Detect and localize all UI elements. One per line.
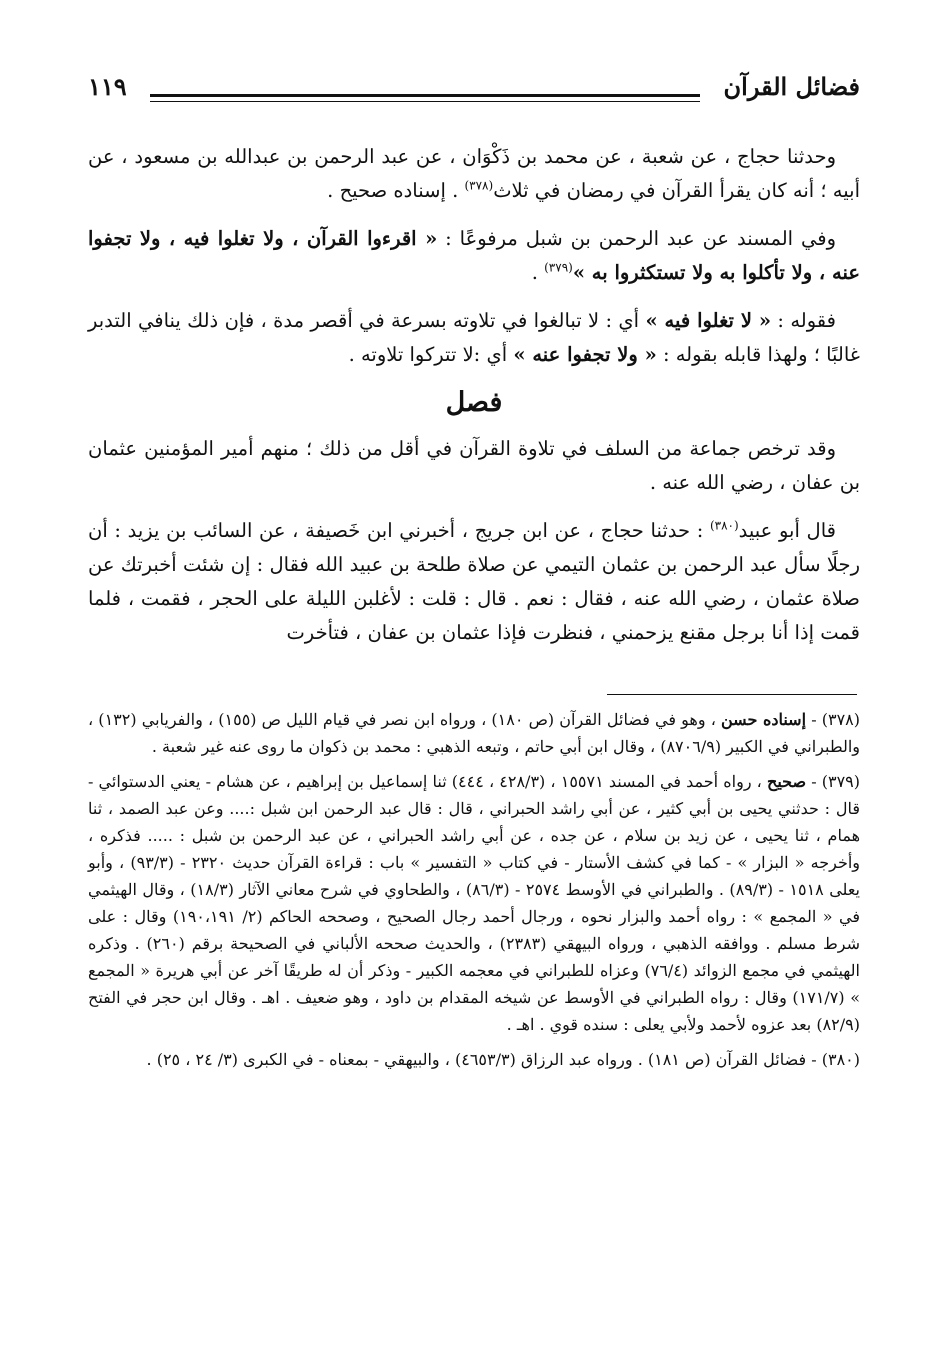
- footnote-379: [88, 768, 860, 1038]
- section-heading: فصل: [445, 387, 503, 418]
- main-text: [88, 140, 860, 664]
- paragraph-1-tail: . إسناده صحيح .: [327, 179, 465, 202]
- footnote-number: (٣٨٠) -: [806, 1050, 860, 1069]
- footnote-number: (٣٧٨) -: [806, 710, 861, 729]
- paragraph-2: [88, 222, 860, 290]
- paragraph-2-intro: وفي المسند عن عبد الرحمن بن شبل مرفوعًا :: [437, 227, 836, 250]
- footnotes: [88, 706, 860, 1081]
- footnote-text: ، رواه أحمد في المسند ١٥٥٧١ ، (٤٢٨/٣ ، ٤٤٤) ثنا إسماعيل بن إبراهيم ، عن هشام - يعني الدستوائي - قال : حدثني يحيى بن أبي كثير ، عن أبي راشد الحبراني ، قال : قال عبد الرحمن ابن شبل :.... وعن عبد الصمد ، ثنا همام ، ثنا يحيى ، عن زيد بن سلام ، عن جده ، عن أبي راشد الحبراني ، عن عبد الرحمن بن شبل : ..... فذكره ، وأخرجه « البزار » - كما في كشف الأستار - في كتاب « التفسير » باب : قراءة القرآن حديث ٢٣٢٠ - (٩٣/٣) ، وأبو يعلى ١٥١٨ - (٨٩/٣) . والطبراني في الأوسط ٢٥٧٤ - (٨٦/٣) ، والطحاوي في شرح معاني الآثار (١٨/٣) ، وقال الهيثمي في « المجمع » : رواه أحمد والبزار نحوه ، ورجال أحمد رجال الصحيح ، وصححه الحاكم (٢/ ١٩٠،١٩١) وقال : على شرط مسلم . ووافقه الذهبي ، ورواه البيهقي (٢٣٨٣) ، والحديث صححه الألباني في الصحيحة برقم (٢٦٠) . وذكره الهيثمي في مجمع الزوائد (٧٦/٤) وعزاه للطبراني في معجمه الكبير - وذكر أن له طريقًا آخر عن أبي هريرة « المجمع » (١٧١/٧) وقال : رواه الطبراني في الأوسط عن شيخه المقدام بن داود ، وهو ضعيف . اهـ . وقال ابن حجر في الفتح (٨٢/٩) بعد عزوه لأحمد ولأبي يعلى : سنده قوي . اهـ .: [88, 772, 861, 1034]
- paragraph-5-text: : حدثنا حجاج ، عن ابن جريج ، أخبرني ابن خَصيفة ، عن السائب بن يزيد : أن رجلًا سأل عبد الرحمن بن عثمان التيمي عن صلاة طلحة بن عبيد الله فقال : إن شئت أخبرتك عن صلاة عثمان ، رضي الله عنه ، فقال : نعم . قال : قلت : لأغلبن الليلة على الحجر ، فقمت ، فلما قمت إذا أنا برجل مقنع يزحمني ، فنظرت فإذا عثمان بن عفان ، فتأخرت: [88, 519, 860, 644]
- paragraph-1-text: وحدثنا حجاج ، عن شعبة ، عن محمد بن ذَكْوَان ، عن عبد الرحمن بن عبدالله بن مسعود ، عن أبيه ؛ أنه كان يقرأ القرآن في رمضان في ثلاث: [88, 145, 860, 202]
- footnote-separator: [607, 694, 857, 695]
- paragraph-3-mid: أي : لا تبالغوا في تلاوته بسرعة في أقصر مدة ، فإن ذلك ينافي التدبر غالبًا ؛ ولهذا قابله بقوله :: [88, 309, 860, 366]
- footnote-text: ، وهو في فضائل القرآن (ص ١٨٠) ، ورواه ابن نصر في قيام الليل ص (١٥٥) ، والفريابي (١٣٢) ، والطبراني في الكبير (٨٧٠٦/٩) ، وقال ابن أبي حاتم ، وتبعه الذهبي : محمد بن ذكوان ما روى عنه غير شعبة .: [88, 710, 860, 756]
- footnote-378: [88, 706, 860, 760]
- footnote-number: (٣٧٩) -: [806, 772, 861, 791]
- footnote-ref-380[interactable]: (٣٨٠): [709, 518, 739, 533]
- header-rule: [150, 94, 700, 102]
- paragraph-1: [88, 140, 860, 208]
- paragraph-2-tail: .: [531, 261, 545, 284]
- paragraph-3-tail: أي :لا تتركوا تلاوته .: [348, 343, 514, 366]
- quote-la-taghlu: « لا تغلوا فيه »: [645, 309, 772, 332]
- paragraph-3-intro: فقوله :: [771, 309, 836, 332]
- footnote-ref-378[interactable]: (٣٧٨): [464, 178, 494, 193]
- paragraph-5: [88, 514, 860, 650]
- footnote-ref-379[interactable]: (٣٧٩): [544, 260, 573, 275]
- paragraph-4-text: وقد ترخص جماعة من السلف في تلاوة القرآن في أقل من ذلك ؛ منهم أمير المؤمنين عثمان بن عفان ، رضي الله عنه .: [88, 437, 860, 494]
- footnote-grade: إسناده حسن: [721, 710, 807, 729]
- paragraph-5-intro: قال أبو عبيد: [738, 519, 836, 542]
- quote-la-tajfu: « ولا تجفوا عنه »: [513, 343, 657, 366]
- running-title: فضائل القرآن: [723, 72, 860, 101]
- page-number: ١١٩: [88, 72, 127, 101]
- paragraph-4: [88, 432, 860, 500]
- paragraph-3: [88, 304, 860, 372]
- footnote-text: فضائل القرآن (ص ١٨١) . ورواه عبد الرزاق (٤٦٥٣/٣) ، والبيهقي - بمعناه - في الكبرى (٣/ ٢٤ ، ٢٥) .: [146, 1050, 807, 1069]
- page-header: [88, 72, 860, 106]
- hadith-quote: « اقرءوا القرآن ، ولا تغلوا فيه ، ولا تجفوا عنه ، ولا تأكلوا به ولا تستكثروا به »: [88, 227, 860, 284]
- footnote-grade: صحيح: [766, 772, 807, 791]
- footnote-380: [88, 1046, 860, 1073]
